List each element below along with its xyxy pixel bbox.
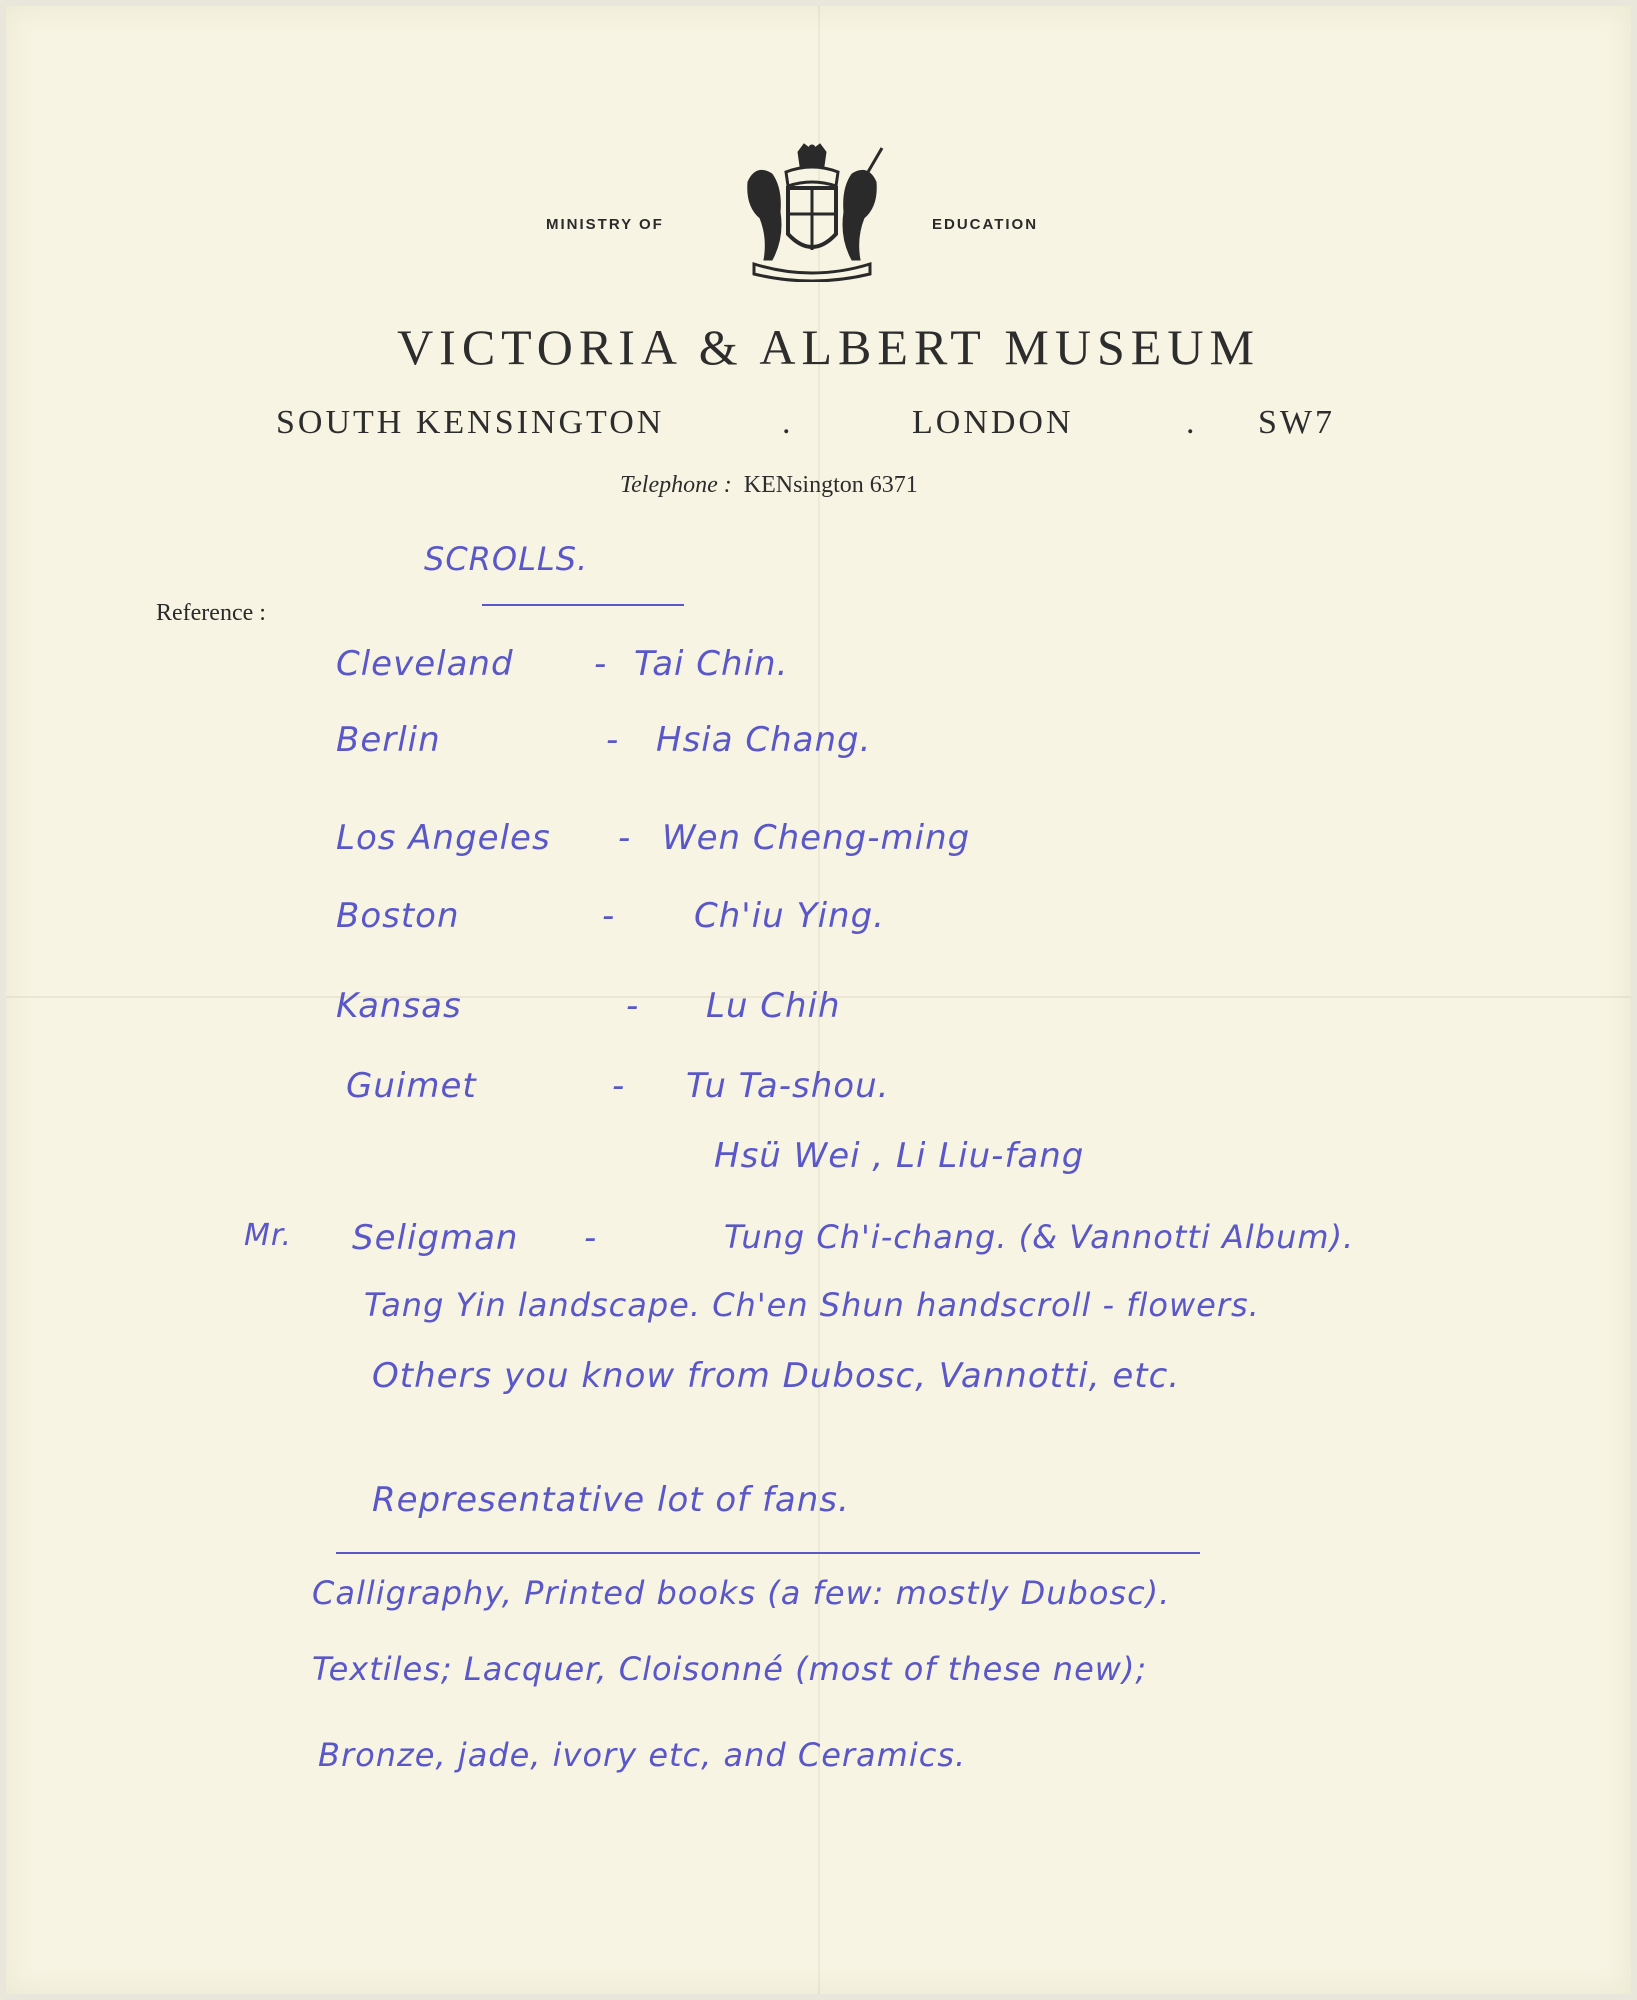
extra-artists: Hsü Wei , Li Liu-fang xyxy=(714,1136,1085,1176)
telephone-label: Telephone : xyxy=(620,472,732,498)
heading-underline xyxy=(482,604,684,606)
row-place: Berlin xyxy=(336,720,441,760)
address-postcode: SW7 xyxy=(1258,404,1335,441)
row-place: Boston xyxy=(336,896,460,936)
royal-coat-of-arms-icon xyxy=(736,142,888,282)
row-artist: Wen Cheng-ming xyxy=(662,818,971,858)
address-separator: . xyxy=(782,404,794,441)
row-artist: Hsia Chang. xyxy=(656,720,872,760)
telephone-line xyxy=(620,472,918,499)
note-line: Tang Yin landscape. Ch'en Shun handscroll - flowers. xyxy=(364,1286,1260,1324)
row-place: Cleveland xyxy=(336,644,514,684)
seligman-artist: Tung Ch'i-chang. (& Vannotti Album). xyxy=(724,1218,1355,1256)
row-dash: - xyxy=(602,896,616,936)
seligman-prefix: Mr. xyxy=(244,1218,292,1253)
reference-label: Reference : xyxy=(156,600,266,626)
row-dash: - xyxy=(626,986,640,1026)
row-artist: Tu Ta-shou. xyxy=(686,1066,890,1106)
ministry-of-label: MINISTRY OF xyxy=(546,216,664,233)
address-city: LONDON xyxy=(912,404,1074,441)
letter-sheet xyxy=(6,6,1631,1994)
closing-line: Textiles; Lacquer, Cloisonné (most of these new); xyxy=(312,1650,1148,1688)
telephone-number: KENsington 6371 xyxy=(743,472,918,498)
row-artist: Tai Chin. xyxy=(634,644,789,684)
row-artist: Ch'iu Ying. xyxy=(694,896,885,936)
row-place: Kansas xyxy=(336,986,462,1026)
closing-line: Calligraphy, Printed books (a few: mostly Dubosc). xyxy=(312,1574,1171,1612)
seligman-name: Seligman xyxy=(352,1218,519,1258)
address-district: SOUTH KENSINGTON xyxy=(276,404,665,441)
row-dash: - xyxy=(612,1066,626,1106)
row-dash: - xyxy=(594,644,608,684)
row-dash: - xyxy=(606,720,620,760)
fans-line: Representative lot of fans. xyxy=(372,1480,850,1520)
row-place: Los Angeles xyxy=(336,818,551,858)
education-label: EDUCATION xyxy=(932,216,1039,233)
closing-line: Bronze, jade, ivory etc, and Ceramics. xyxy=(318,1736,967,1774)
row-dash: - xyxy=(618,818,632,858)
fans-underline xyxy=(336,1552,1200,1554)
note-line: Others you know from Dubosc, Vannotti, etc. xyxy=(372,1356,1181,1396)
handwritten-heading: SCROLLS. xyxy=(424,540,589,578)
address-separator: . xyxy=(1186,404,1198,441)
seligman-dash: - xyxy=(584,1218,598,1258)
row-artist: Lu Chih xyxy=(706,986,841,1026)
row-place: Guimet xyxy=(346,1066,477,1106)
museum-title: VICTORIA & ALBERT MUSEUM xyxy=(397,319,1260,375)
